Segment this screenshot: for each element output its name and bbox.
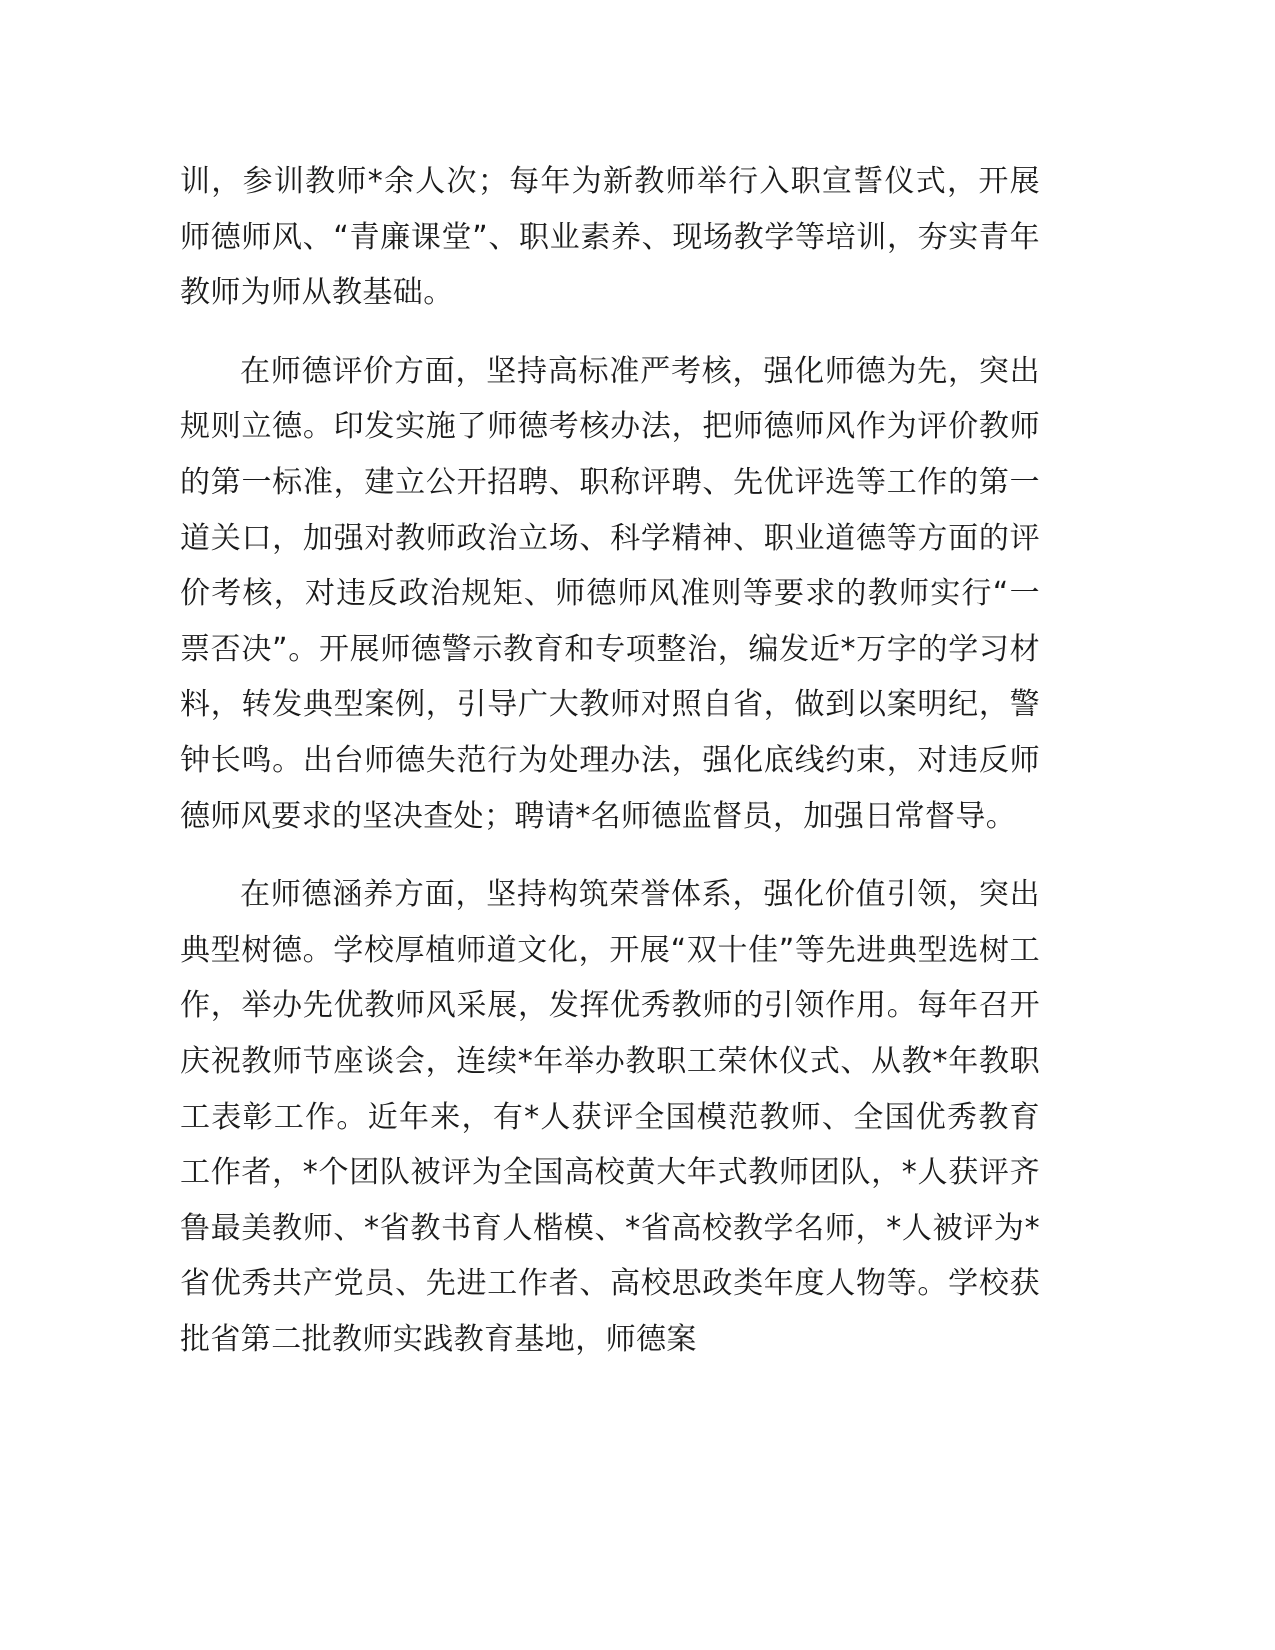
document-body xyxy=(180,154,1040,1367)
paragraph-ethics-cultivation: 在师德涵养方面，坚持构筑荣誉体系，强化价值引领，突出典型树德。学校厚植师道文化，开展“双十佳”等先进典型选树工作，举办先优教师风采展，发挥优秀教师的引领作用。每年召开庆祝教师节座谈会，连续*年举办教职工荣休仪式、从教*年教职工表彰工作。近年来，有*人获评全国模范教师、全国优秀教育工作者，*个团队被评为全国高校黄大年式教师团队，*人获评齐鲁最美教师、*省教书育人楷模、*省高校教学名师，*人被评为*省优秀共产党员、先进工作者、高校思政类年度人物等。学校获批省第二批教师实践教育基地，师德案 xyxy=(180,877,1040,1357)
paragraph-continuation: 训，参训教师*余人次；每年为新教师举行入职宣誓仪式，开展师德师风、“青廉课堂”、职业素养、现场教学等培训，夯实青年教师为师从教基础。 xyxy=(180,164,1040,311)
paragraph-ethics-evaluation: 在师德评价方面，坚持高标准严考核，强化师德为先，突出规则立德。印发实施了师德考核办法，把师德师风作为评价教师的第一标准，建立公开招聘、职称评聘、先优评选等工作的第一道关口，加强对教师政治立场、科学精神、职业道德等方面的评价考核，对违反政治规矩、师德师风准则等要求的教师实行“一票否决”。开展师德警示教育和专项整治，编发近*万字的学习材料，转发典型案例，引导广大教师对照自省，做到以案明纪，警钟长鸣。出台师德失范行为处理办法，强化底线约束，对违反师德师风要求的坚决查处；聘请*名师德监督员，加强日常督导。 xyxy=(180,353,1040,834)
